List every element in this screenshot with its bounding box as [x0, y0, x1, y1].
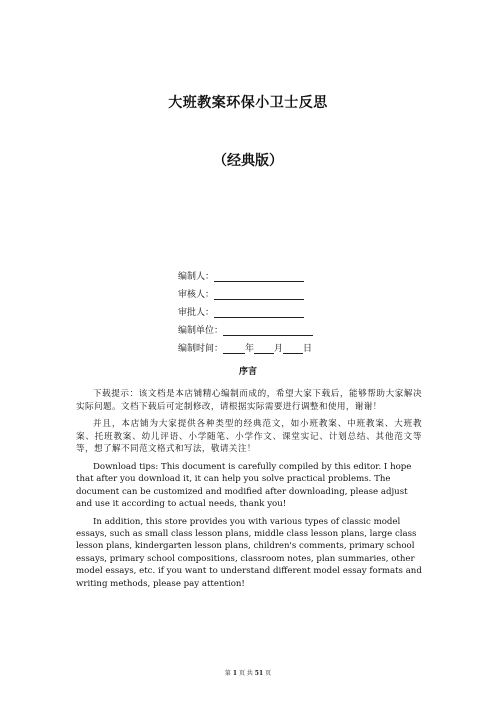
reviewer-blank: [214, 289, 304, 300]
year-label: 年: [245, 344, 255, 354]
preface-heading: 序言: [238, 367, 257, 377]
footer-page-number: 1: [232, 670, 238, 677]
preface-paragraph-en-1: Download tips: This document is carefully compiled by this editor. I hope that after you download it, it can help you solve practical problems. The document can be customized and modified after downloading, please adjust and use it according to actual needs, thank you!: [76, 461, 412, 510]
unit-label: 编制单位：: [178, 326, 224, 336]
approver-row: [178, 300, 378, 318]
document-subtitle: （经典版）: [213, 153, 283, 169]
time-label: 编制时间：: [178, 344, 224, 354]
approver-label: 审批人：: [178, 308, 215, 318]
preface-paragraph-cn-2: 并且，本店铺为大家提供各种类型的经典范文，如小班教案、中班教案、大班教案、托班教案、幼儿评语、小学随笔、小学作文、课堂实记、计划总结、其他范文等等，想了解不同范文格式和写法，敬请关注！: [76, 419, 422, 455]
compiler-blank: [214, 271, 304, 282]
unit-blank: [223, 325, 313, 336]
day-label: 日: [303, 344, 313, 354]
month-blank: [254, 343, 274, 354]
reviewer-row: [178, 282, 378, 300]
footer-total-pages: 51: [254, 670, 264, 677]
reviewer-label: 审核人：: [178, 290, 215, 300]
day-blank: [283, 343, 303, 354]
approver-blank: [214, 307, 304, 318]
unit-row: [178, 318, 378, 336]
footer-prefix: 第: [224, 670, 231, 677]
footer-suffix: 页: [265, 670, 272, 677]
month-label: 月: [274, 344, 284, 354]
time-row: [178, 336, 378, 354]
preface-paragraph-en-2: In addition, this store provides you with various types of classic model essays, such as small class lesson plans, middle class lesson plans, large class lesson plans, kindergarten lesson plans, children's comments, primary school essays, primary school compositions, classroom notes, plan summaries, other model essays, etc. if you want to understand different model essay formats and writing methods, please pay attention!: [76, 516, 422, 589]
meta-block: [178, 264, 378, 354]
preface-paragraph-cn-1: 下载提示：该文档是本店铺精心编制而成的，希望大家下载后，能够帮助大家解决实际问题。文档下载后可定制修改，请根据实际需要进行调整和使用，谢谢！: [76, 389, 422, 412]
footer-middle: 页 共: [238, 670, 253, 677]
page-footer: [0, 668, 496, 677]
preface-body: [76, 388, 422, 595]
compiler-row: [178, 264, 378, 282]
year-blank: [223, 343, 245, 354]
compiler-label: 编制人：: [178, 272, 215, 282]
document-title: 大班教案环保小卫士反思: [168, 95, 328, 111]
